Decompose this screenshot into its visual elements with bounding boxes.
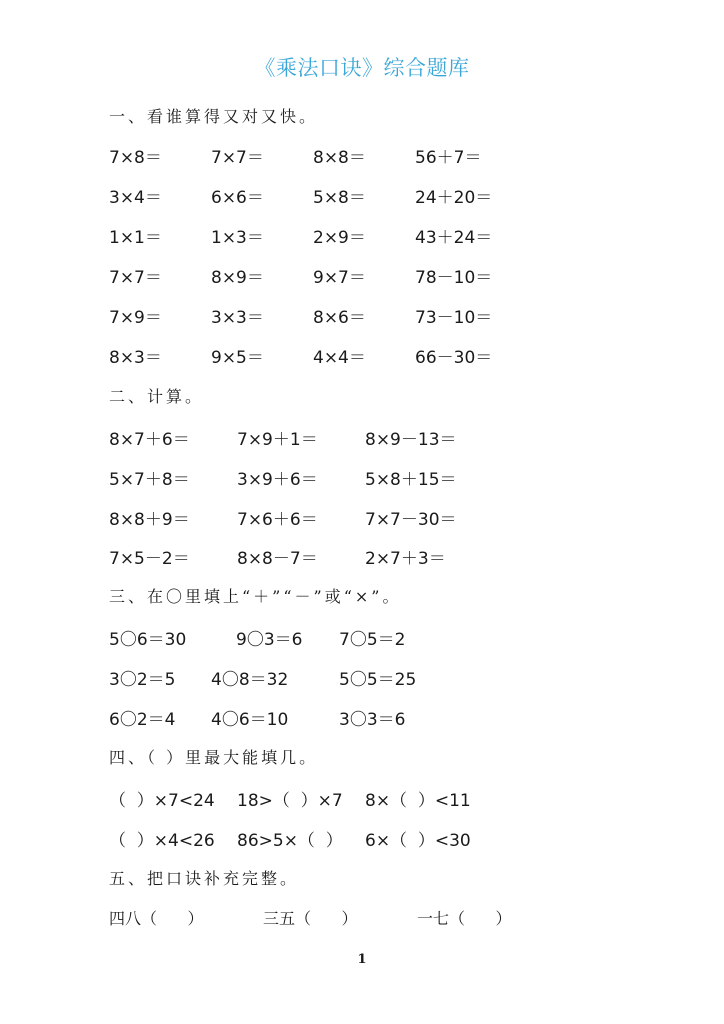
problem: 8×8＝ xyxy=(313,148,366,168)
section-1-row xyxy=(0,303,724,327)
section-3-heading: 三、在〇里填上“＋”“－”或“×”。 xyxy=(109,587,402,606)
section-2-row xyxy=(0,465,724,489)
problem: 3×9＋6＝ xyxy=(237,470,318,490)
problem: 66－30＝ xyxy=(415,348,493,368)
section-2-row xyxy=(0,544,724,568)
problem: 四八（ ） xyxy=(109,909,204,928)
problem: 3×4＝ xyxy=(109,188,162,208)
problem: 7×7＝ xyxy=(109,268,162,288)
section-1-row xyxy=(0,343,724,367)
document-title: 《乘法口诀》综合题库 xyxy=(254,56,470,80)
problem: 8×9＝ xyxy=(211,268,264,288)
problem: 9〇3＝6 xyxy=(236,630,303,650)
problem: 8×8＋9＝ xyxy=(109,510,190,530)
problem: 4〇8＝32 xyxy=(211,670,289,690)
problem: 6〇2＝4 xyxy=(109,710,176,730)
problem: 7×9＝ xyxy=(109,308,162,328)
problem: 8×（ ）<11 xyxy=(365,791,471,811)
problem: 43＋24＝ xyxy=(415,228,493,248)
problem: 5×8＋15＝ xyxy=(365,470,457,490)
section-2-heading: 二、计算。 xyxy=(109,387,205,406)
problem: 三五（ ） xyxy=(263,909,358,928)
problem: 3〇3＝6 xyxy=(339,710,406,730)
problem: 7×7－30＝ xyxy=(365,510,457,530)
problem: 4×4＝ xyxy=(313,348,366,368)
problem: 78－10＝ xyxy=(415,268,493,288)
problem: 9×5＝ xyxy=(211,348,264,368)
problem: 18>（ ）×7 xyxy=(237,791,343,811)
problem: 24＋20＝ xyxy=(415,188,493,208)
problem: 8×3＝ xyxy=(109,348,162,368)
problem: 56＋7＝ xyxy=(415,148,482,168)
problem: （ ）×7<24 xyxy=(109,791,215,811)
section-5-row xyxy=(0,906,724,930)
problem: 5×8＝ xyxy=(313,188,366,208)
section-1-row xyxy=(0,223,724,247)
section-4-heading: 四、（ ）里最大能填几。 xyxy=(109,748,319,767)
problem: 8×7＋6＝ xyxy=(109,430,190,450)
problem: 8×8－7＝ xyxy=(237,549,318,569)
problem: 7〇5＝2 xyxy=(339,630,406,650)
problem: 5×7＋8＝ xyxy=(109,470,190,490)
section-5-heading: 五、把口诀补充完整。 xyxy=(109,869,300,888)
section-1-row xyxy=(0,183,724,207)
section-1-row xyxy=(0,263,724,287)
section-1-heading: 一、看谁算得又对又快。 xyxy=(109,107,319,126)
problem: 9×7＝ xyxy=(313,268,366,288)
section-3-row xyxy=(0,625,724,649)
problem: 7×5－2＝ xyxy=(109,549,190,569)
section-2-row xyxy=(0,425,724,449)
problem: 7×6＋6＝ xyxy=(237,510,318,530)
problem: 8×9－13＝ xyxy=(365,430,457,450)
problem: 3〇2＝5 xyxy=(109,670,176,690)
problem: （ ）×4<26 xyxy=(109,831,215,851)
section-4-row xyxy=(0,826,724,850)
problem: 7×7＝ xyxy=(211,148,264,168)
problem: 6×6＝ xyxy=(211,188,264,208)
problem: 8×6＝ xyxy=(313,308,366,328)
section-3-row xyxy=(0,705,724,729)
problem: 5〇6＝30 xyxy=(109,630,187,650)
section-1-row xyxy=(0,143,724,167)
problem: 6×（ ）<30 xyxy=(365,831,471,851)
section-3-row xyxy=(0,665,724,689)
problem: 86>5×（ ） xyxy=(237,831,343,851)
problem: 2×9＝ xyxy=(313,228,366,248)
section-4-row xyxy=(0,786,724,810)
problem: 1×1＝ xyxy=(109,228,162,248)
problem: 3×3＝ xyxy=(211,308,264,328)
problem: 1×3＝ xyxy=(211,228,264,248)
problem: 4〇6＝10 xyxy=(211,710,289,730)
problem: 一七（ ） xyxy=(417,909,512,928)
problem: 5〇5＝25 xyxy=(339,670,417,690)
problem: 73－10＝ xyxy=(415,308,493,328)
problem: 7×8＝ xyxy=(109,148,162,168)
problem: 2×7＋3＝ xyxy=(365,549,446,569)
page-number: 1 xyxy=(357,952,367,967)
problem: 7×9＋1＝ xyxy=(237,430,318,450)
section-2-row xyxy=(0,505,724,529)
